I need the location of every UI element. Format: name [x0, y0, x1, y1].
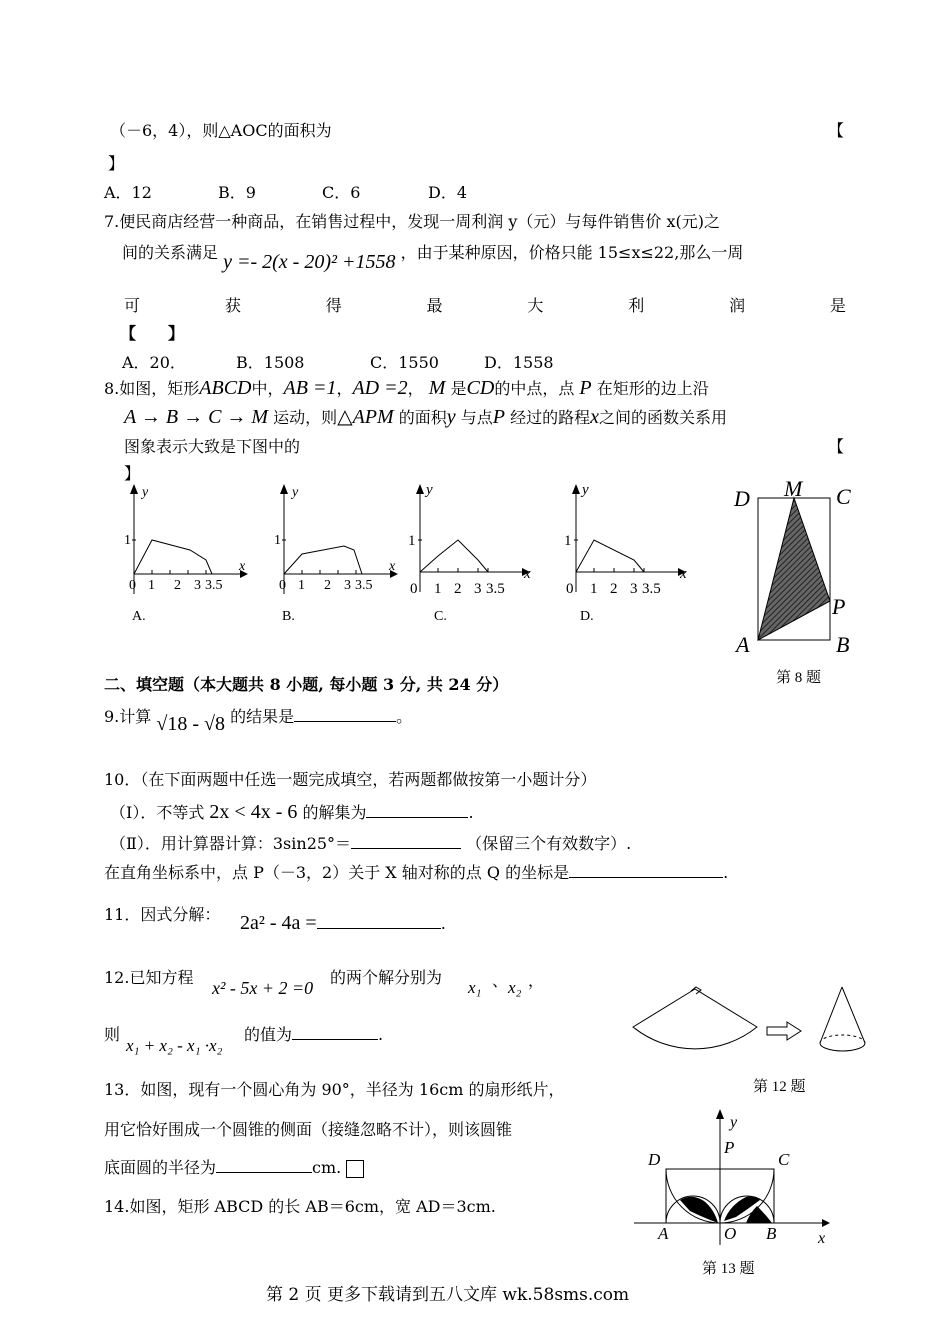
graph-b: [274, 484, 398, 624]
graph-c-ylabel: y: [426, 482, 433, 498]
q10-extra-end: .: [723, 863, 729, 882]
q7-option-c: C．1550: [370, 353, 439, 372]
fig8-c: C: [836, 484, 851, 509]
q12-x2: x₂: [508, 978, 522, 997]
q12-caption: 第 12 题: [753, 1079, 806, 1095]
graph-b-label: B.: [282, 609, 295, 624]
q7-char: 是: [829, 296, 846, 315]
graph-d: [564, 482, 687, 624]
q9-suffix: 的结果是: [230, 707, 295, 726]
q8-ad: AD =2: [352, 377, 408, 399]
graph-d-ylabel: y: [582, 482, 589, 498]
graph-a-t0: 0: [129, 578, 136, 593]
graph-b-one: 1: [274, 533, 281, 548]
q10-extra-text: 在直角坐标系中，点 P（－3，2）关于 X 轴对称的点 Q 的坐标是: [104, 863, 570, 882]
q8-text: 的面积: [398, 408, 447, 427]
q10-part1-blank[interactable]: [366, 801, 468, 818]
q9-line: [104, 704, 413, 735]
graph-a-one: 1: [124, 533, 131, 548]
q12-figure: [625, 975, 885, 1100]
q8-text: 经过的路程: [510, 408, 591, 427]
q13-line3-suffix: cm.: [312, 1158, 342, 1177]
q7-char: 大: [527, 296, 544, 315]
q12-line2-suffix: 的值为: [244, 1025, 293, 1044]
fig13-a: A: [658, 1224, 669, 1243]
q8-figure: [730, 474, 870, 689]
cone-left: [820, 987, 842, 1043]
q10-part2-prefix: （Ⅱ）．用计算器计算：3sin25°＝: [110, 834, 352, 853]
q8-cd: CD: [466, 377, 495, 399]
q7-line2-prefix: 间的关系满足: [122, 243, 219, 262]
q8-line3: 图象表示大致是下图中的: [124, 437, 301, 456]
q9-end: 。: [396, 707, 413, 726]
q10-part2-blank[interactable]: [351, 832, 461, 849]
q6-bracket-open: 【: [828, 121, 845, 140]
q8-text: 与点: [460, 408, 493, 427]
q13-figure: [630, 1105, 840, 1283]
q8-p: P: [492, 406, 505, 428]
q7-char: 利: [628, 296, 645, 315]
q9-answer-blank[interactable]: [294, 705, 396, 722]
q8-line1: [104, 376, 709, 400]
fig8-b: B: [836, 632, 850, 657]
q8-path: A → B → C → M: [124, 406, 269, 428]
q7-formula: y =- 2(x - 20)² +1558: [223, 251, 396, 273]
q10-part1-suffix: 的解集为: [302, 803, 367, 822]
q10-part1-expr: 2x < 4x - 6: [209, 801, 298, 823]
graph-c-t0: 0: [410, 581, 418, 597]
q11-blank[interactable]: [317, 912, 441, 929]
q11-prefix: 11．因式分解：: [104, 905, 221, 924]
graph-d-t2: 2: [610, 581, 618, 597]
q10-part2-suffix: （保留三个有效数字）.: [466, 834, 632, 853]
cone-right: [842, 987, 865, 1043]
q10-part1-prefix: （Ⅰ）．不等式: [110, 803, 205, 822]
section2-title: 二、填空题（本大题共 8 小题, 每小题 3 分, 共 24 分）: [104, 675, 509, 694]
q7-bracket: 【 】: [120, 324, 185, 343]
q7-option-a: A．20．: [122, 353, 186, 372]
graph-c: [408, 482, 531, 624]
q12-mid: 的两个解分别为: [330, 968, 443, 987]
graph-c-t2: 2: [454, 581, 462, 597]
q10-part1: [110, 800, 474, 824]
arrow-icon: [767, 1022, 801, 1040]
fig13-c: C: [778, 1150, 790, 1169]
q9-prefix: 9.计算: [104, 707, 152, 726]
page-footer: 第 2 页 更多下载请到五八文库 wk.58sms.com: [266, 1285, 630, 1305]
q10-part1-end: .: [468, 803, 474, 822]
q13-blank[interactable]: [216, 1156, 312, 1173]
q6-option-d: D．4: [428, 183, 468, 202]
q12-sep: 、: [492, 971, 509, 990]
q8-text: 中，: [251, 379, 284, 398]
q8-text: 之间的函数关系用: [599, 408, 728, 427]
q7-option-d: D．1558: [484, 353, 554, 372]
q7-char: 得: [325, 296, 342, 315]
q8-text: 8.如图，矩形: [104, 379, 200, 398]
fig13-x: x: [818, 1230, 826, 1247]
q12-line2-end: .: [378, 1025, 384, 1044]
q8-p: P: [579, 377, 592, 399]
graph-a-t3: 3: [194, 578, 201, 593]
q12-end: ，: [528, 971, 545, 990]
q12-expr2: x₁ + x₂ - x₁ ·x₂: [126, 1036, 223, 1055]
graph-b-xlabel: x: [389, 559, 396, 574]
graph-b-t2: 2: [324, 578, 331, 593]
fig13-o: O: [724, 1224, 737, 1243]
q8-y: y: [446, 406, 456, 428]
q6-option-a: A．12: [104, 183, 152, 202]
graph-d-xlabel: x: [680, 566, 687, 582]
fig13-y: y: [730, 1114, 738, 1131]
q7-line2: [122, 240, 744, 273]
q14-text: 14.如图，矩形 ABCD 的长 AB＝6cm，宽 AD＝3cm.: [104, 1197, 496, 1216]
q12-line2-suffix-wrap: [244, 1022, 383, 1045]
cone-base-back: [820, 1035, 865, 1043]
q6-bracket-close: 】: [108, 154, 125, 173]
q7-line1: 7.便民商店经营一种商品，在销售过程中，发现一周利润 y（元）与每件销售价 x(元)之: [104, 212, 720, 231]
graph-c-one: 1: [408, 533, 416, 549]
graph-d-t35: 3.5: [642, 581, 661, 597]
graph-b-t3: 3: [344, 578, 351, 593]
q10-intro: 10．（在下面两题中任选一题完成填空，若两题都做按第一小题计分）: [104, 770, 597, 789]
q9-expr: √18 - √8: [156, 713, 225, 735]
fig8-a: A: [736, 632, 750, 657]
graph-b-ylabel: y: [292, 485, 299, 500]
graph-c-t3: 3: [474, 581, 482, 597]
q11-line: [240, 912, 446, 935]
q7-spread-line: [124, 293, 846, 316]
q8-m: M: [428, 377, 446, 399]
fig13-p: P: [724, 1138, 735, 1157]
graph-d-one: 1: [564, 533, 572, 549]
q12-x1: x₁: [468, 978, 482, 997]
graph-c-t35: 3.5: [486, 581, 505, 597]
q8-line2: [124, 404, 727, 429]
q8-text: 运动，则: [273, 408, 338, 427]
q12-prefix: 12.已知方程: [104, 968, 194, 987]
graph-c-label: C.: [434, 609, 447, 624]
q13-caption: 第 13 题: [702, 1261, 755, 1277]
q8-abcd: ABCD: [199, 377, 252, 399]
q8-text: ，: [336, 379, 353, 398]
q8-ab: AB =1: [283, 377, 337, 399]
graph-b-t35: 3.5: [355, 578, 373, 593]
q7-char: 获: [224, 296, 241, 315]
graph-a-xlabel: x: [239, 559, 246, 574]
q6-option-b: B．9: [218, 183, 256, 202]
sector-shape: [633, 989, 757, 1049]
q13-line1: 13．如图，现有一个圆心角为 90°，半径为 16cm 的扇形纸片，: [104, 1080, 565, 1099]
cone-base-front: [820, 1043, 865, 1051]
graph-b-t1: 1: [298, 578, 305, 593]
q13-line3-prefix: 底面圆的半径为: [104, 1158, 217, 1177]
graph-b-t0: 0: [279, 578, 286, 593]
q6-option-c: C．6: [322, 183, 361, 202]
q13-line2: 用它恰好围成一个圆锥的侧面（接缝忽略不计），则该圆锥: [104, 1120, 513, 1139]
q8-x: x: [590, 406, 599, 428]
q6-continuation: （－6，4），则△AOC的面积为: [110, 121, 332, 140]
graph-d-t3: 3: [630, 581, 638, 597]
q12-eq: x² - 5x + 2 =0: [212, 978, 314, 998]
q12-line2-prefix: 则: [104, 1025, 121, 1044]
fig13-b: B: [766, 1224, 777, 1243]
q10-part2: [110, 831, 631, 854]
q8-triangle: △APM: [337, 406, 394, 428]
graph-c-xlabel: x: [524, 566, 531, 582]
q7-char: 可: [124, 296, 141, 315]
q7-char: 最: [426, 296, 443, 315]
checkbox-square: [346, 1160, 364, 1178]
graph-a-t1: 1: [148, 578, 155, 593]
fig8-m: M: [784, 476, 803, 501]
graph-d-t1: 1: [590, 581, 598, 597]
fig8-p: P: [832, 594, 846, 619]
q8-graphs: [110, 478, 710, 638]
graph-a-label: A.: [132, 609, 146, 624]
q8-text: 是: [450, 379, 467, 398]
q8-bracket-open: 【: [828, 437, 845, 456]
graph-a: [124, 484, 248, 624]
q13-line3: [104, 1155, 364, 1178]
q7-option-b: B．1508: [236, 353, 305, 372]
q7-char: 润: [729, 296, 746, 315]
graph-c-t1: 1: [434, 581, 442, 597]
q12-blank[interactable]: [292, 1023, 378, 1040]
q11-end: .: [440, 914, 446, 933]
q8-text: 在矩形的边上沿: [596, 379, 709, 398]
q8-text: 的中点，点: [494, 379, 575, 398]
graph-a-t2: 2: [174, 578, 181, 593]
q8-text: ，: [407, 379, 424, 398]
q7-line2-suffix: ，由于某种原因，价格只能 15≤x≤22,那么一周: [400, 243, 744, 262]
fig8-d: D: [734, 486, 750, 511]
fig13-d: D: [648, 1150, 661, 1169]
q10-extra: [104, 860, 728, 883]
fig8-caption: 第 8 题: [776, 670, 822, 686]
graph-d-t0: 0: [566, 581, 574, 597]
q8-bracket-close: 】: [124, 464, 141, 483]
graph-a-t35: 3.5: [205, 578, 223, 593]
q10-extra-blank[interactable]: [569, 861, 723, 878]
q11-expr: 2a² - 4a =: [240, 912, 317, 934]
graph-d-label: D.: [580, 609, 594, 624]
graph-a-ylabel: y: [142, 485, 149, 500]
